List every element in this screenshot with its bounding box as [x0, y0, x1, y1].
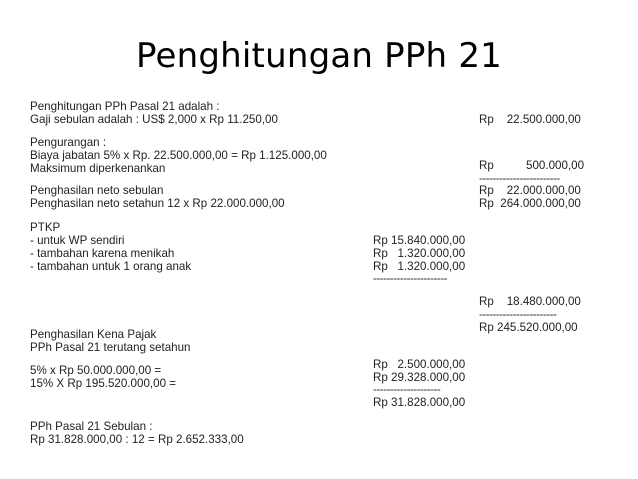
- position-cost-line: Biaya jabatan 5% x Rp. 22.500.000,00 = Rp 1.125.000,00: [30, 149, 327, 162]
- slide-title: Penghitungan PPh 21: [136, 36, 502, 76]
- amount-taxable-income: Rp 245.520.000,00: [479, 321, 578, 334]
- monthly-tax-heading: PPh Pasal 21 Sebulan :: [30, 420, 153, 433]
- taxable-income-line: Penghasilan Kena Pajak: [30, 328, 157, 341]
- amount-deduction-max: Rp 500.000,00: [479, 159, 585, 172]
- amount-ptkp-child: Rp 1.320.000,00: [373, 260, 466, 273]
- separator-taxable: -----------------------: [479, 308, 557, 321]
- amount-tax-5: Rp 2.500.000,00: [373, 358, 466, 371]
- intro-line: Penghitungan PPh Pasal 21 adalah :: [30, 100, 220, 113]
- net-yearly-line: Penghasilan neto setahun 12 x Rp 22.000.000,00: [30, 197, 285, 210]
- amount-ptkp-total: Rp 18.480.000,00: [479, 295, 581, 308]
- amount-net-yearly: Rp 264.000.000,00: [479, 197, 581, 210]
- amount-net-monthly: Rp 22.000.000,00: [479, 184, 581, 197]
- separator-ptkp: ----------------------: [373, 272, 447, 285]
- rate-15-line: 15% X Rp 195.520.000,00 =: [30, 377, 177, 390]
- amount-ptkp-self: Rp 15.840.000,00: [373, 234, 466, 247]
- amount-tax-15: Rp 29.328.000,00: [373, 371, 466, 384]
- ptkp-self-line: - untuk WP sendiri: [30, 234, 125, 247]
- gross-salary-line: Gaji sebulan adalah : US$ 2,000 x Rp 11.250,00: [30, 113, 278, 126]
- deduction-heading: Pengurangan :: [30, 136, 107, 149]
- monthly-tax-calc: Rp 31.828.000,00 : 12 = Rp 2.652.333,00: [30, 433, 244, 446]
- ptkp-married-line: - tambahan karena menikah: [30, 247, 175, 260]
- rate-5-line: 5% x Rp 50.000.000,00 =: [30, 364, 162, 377]
- amount-gross-salary: Rp 22.500.000,00: [479, 113, 581, 126]
- amount-tax-total: Rp 31.828.000,00: [373, 396, 466, 409]
- separator-deduction: ------------------------: [479, 172, 560, 185]
- ptkp-child-line: - tambahan untuk 1 orang anak: [30, 260, 192, 273]
- separator-tax: --------------------: [373, 383, 441, 396]
- amount-ptkp-married: Rp 1.320.000,00: [373, 247, 466, 260]
- annual-tax-line: PPh Pasal 21 terutang setahun: [30, 341, 191, 354]
- net-monthly-line: Penghasilan neto sebulan: [30, 184, 164, 197]
- maximum-allowed-line: Maksimum diperkenankan: [30, 162, 166, 175]
- ptkp-heading: PTKP: [30, 221, 61, 234]
